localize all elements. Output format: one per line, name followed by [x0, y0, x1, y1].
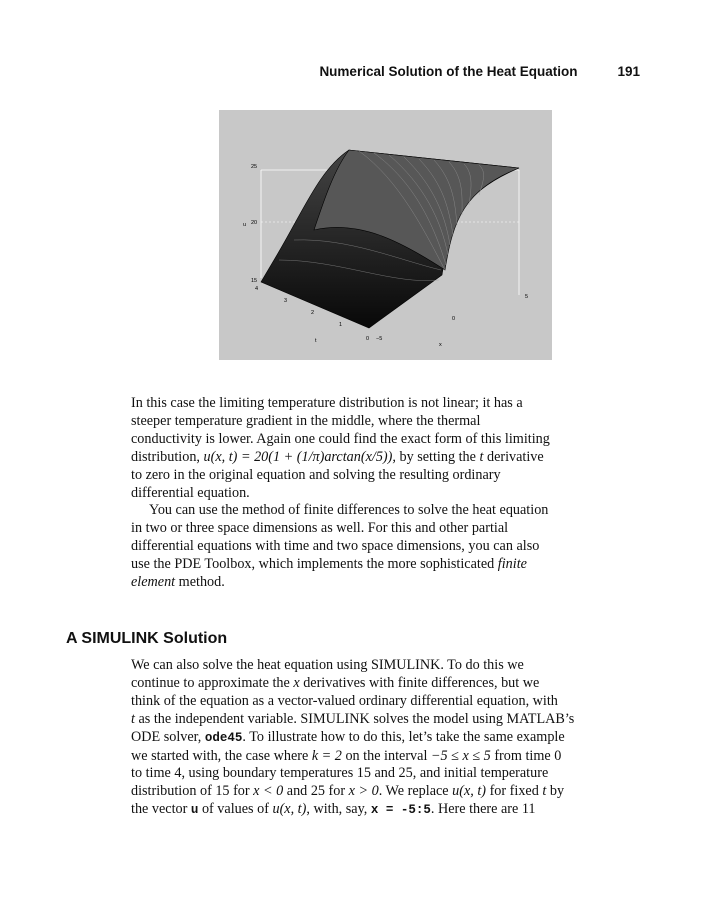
- code-u: u: [190, 803, 199, 818]
- section-heading: A SIMULINK Solution: [66, 630, 228, 647]
- t-tick-4: 4: [255, 286, 259, 292]
- emphasis-finite: finite: [497, 555, 527, 572]
- t-axis-label: t: [315, 338, 317, 344]
- page-number: 191: [617, 64, 640, 79]
- x-tick-0: 0: [452, 316, 456, 322]
- x-tick-minus5: −5: [376, 336, 383, 342]
- u-tick-15: 15: [251, 278, 258, 284]
- x-axis-label: x: [439, 342, 442, 348]
- code-x-range: x = -5:5: [370, 803, 431, 818]
- emphasis-element: element: [131, 573, 176, 590]
- t-tick-3: 3: [284, 298, 288, 304]
- t-tick-2: 2: [311, 310, 315, 316]
- surface-plot-figure: [219, 110, 552, 360]
- surface-plot: [219, 110, 552, 360]
- running-title: Numerical Solution of the Heat Equation: [319, 64, 578, 79]
- paragraph-limiting-distribution: In this case the limiting temperature distribution is not linear; it has a steeper temperature gradient in the middle, where the thermal conductivity is lower. Again one could find the exact form of this limiting distribution, u(x, t) = 20(1 + (1/π)arctan(x/5)), by setting the t derivative to zero in the original equation and solving the resulting ordinary differential equation.: [131, 395, 550, 501]
- t-tick-0: 0: [366, 336, 370, 342]
- running-head: [319, 64, 640, 79]
- u-tick-25: 25: [251, 164, 258, 170]
- paragraph-simulink: We can also solve the heat equation using SIMULINK. To do this we continue to approximate the x derivatives with finite differences, but we think of the equation as a vector-valued ordinary differential equation, with t as the independent variable. SIMULINK solves the model using MATLAB’s ODE solver, ode45. To illustrate how to do this, let’s take the same example we started with, the case where k = 2 on the interval −5 ≤ x ≤ 5 from time 0 to time 4, using boundary temperatures 15 and 25, and initial temperature distribution of 15 for x < 0 and 25 for x > 0. We replace u(x, t) for fixed t by the vector u of values of u(x, t), with, say, x = -5:5. Here there are 11: [131, 657, 575, 818]
- u-axis-label: u: [243, 222, 247, 228]
- u-tick-20: 20: [251, 220, 258, 226]
- t-tick-1: 1: [339, 322, 343, 328]
- code-ode45: ode45: [204, 730, 243, 745]
- limiting-distribution-formula: u(x, t) = 20(1 + (1/π)arctan(x/5)),: [203, 448, 396, 465]
- x-tick-5: 5: [525, 294, 529, 300]
- paragraph-finite-differences: You can use the method of finite differences to solve the heat equation in two or three space dimensions as well. For this and other partial differential equations with time and two space dimensions, you can also use the PDE Toolbox, which implements the more sophisticated finite element method.: [131, 502, 549, 590]
